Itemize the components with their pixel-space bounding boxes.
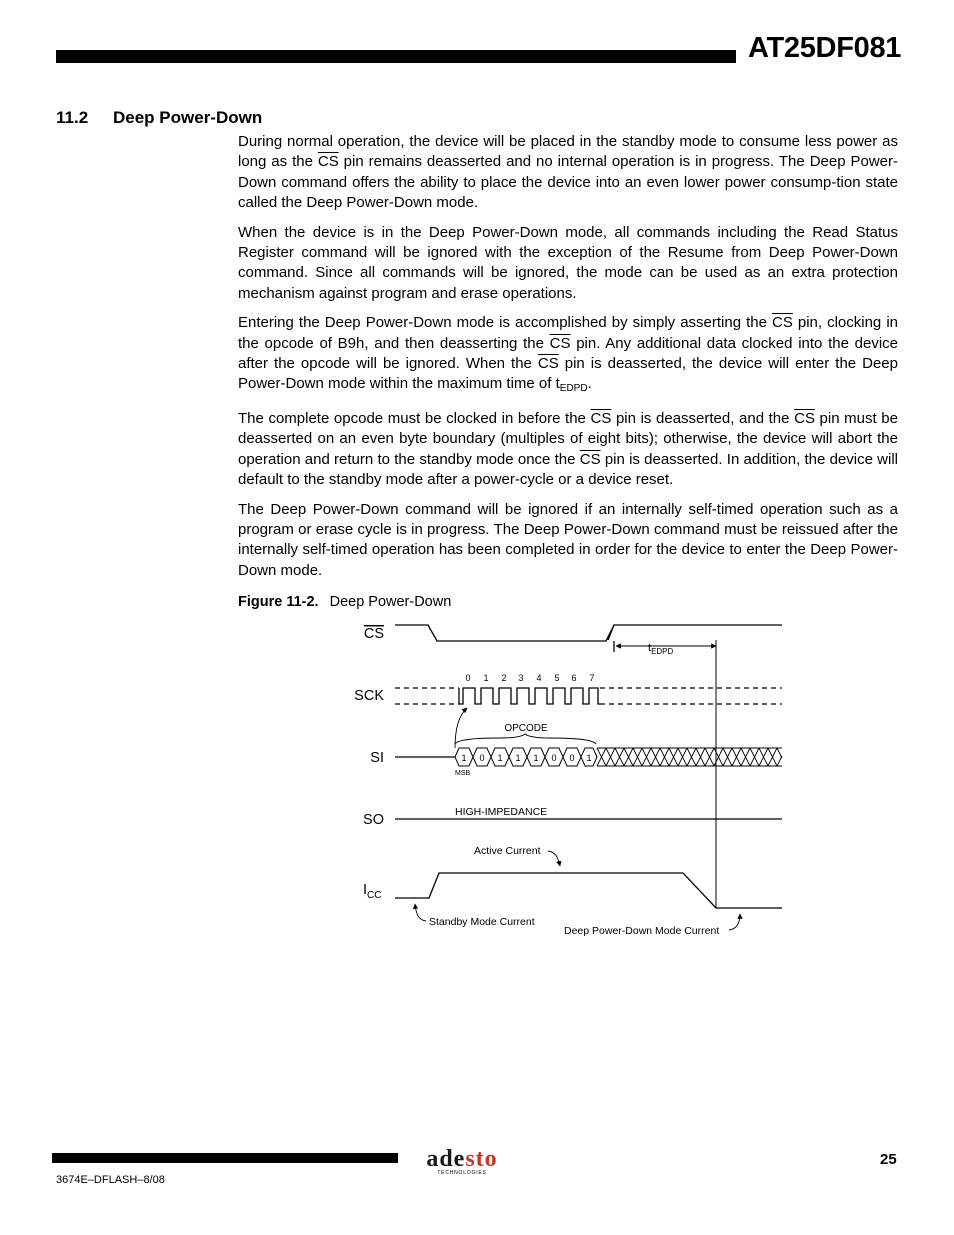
figure-title: Deep Power-Down — [329, 594, 452, 610]
cs-edge-marker — [608, 625, 614, 640]
opcode-bit: 0 — [569, 753, 575, 763]
active-current-label: Active Current — [474, 845, 541, 857]
clock-numbers — [465, 673, 594, 683]
signal-label-cs: CS — [363, 626, 384, 642]
opcode-label: OPCODE — [504, 723, 548, 734]
dpd-current-label: Deep Power-Down Mode Current — [564, 925, 720, 937]
opcode-bit: 0 — [479, 753, 485, 763]
opcode-bit: 1 — [515, 753, 521, 763]
paragraph-5: The Deep Power-Down command will be ignored if an internally self-timed operation such as a program or erase cycle is in progress. The Deep Power-Down command must be reissued after the internally self-timed operation has been completed in order for the device to enter the Deep Power-Down mode. — [238, 500, 898, 579]
paragraph-4: The complete opcode must be clocked in before the $\overline{CS}$ pin is deasserted, and the $\overline{CS}$ pin must be deasserted on an even byte boundary (multiples of eight bits); otherwise, the device will abort the operation and return to the standby mode once the $\overline{CS}$ pin is deasserted. In addition, the device will default to the standby mode after a power-cycle or a device reset. — [238, 410, 898, 488]
tedpd-label: $t_{EDPD}$ — [648, 642, 674, 656]
sck-clock-pulses — [459, 688, 600, 704]
document-id: 3674E–DFLASH–8/08 — [56, 1174, 165, 1186]
opcode-bit: 1 — [497, 753, 503, 763]
section-title: Deep Power-Down — [113, 108, 263, 127]
clock-number: 4 — [536, 673, 542, 683]
clock-number: 2 — [501, 673, 507, 683]
clock-number: 1 — [483, 673, 489, 683]
si-dont-care-region — [597, 748, 782, 766]
so-state-label: HIGH-IMPEDANCE — [455, 806, 548, 818]
document-title: AT25DF081 — [748, 32, 902, 64]
opcode-bit: 1 — [586, 753, 592, 763]
active-current-arrow — [548, 851, 560, 866]
footer-rule — [52, 1153, 398, 1163]
opcode-bit: 1 — [533, 753, 539, 763]
clock-number: 0 — [465, 673, 471, 683]
signal-label-sck: SCK — [354, 688, 384, 704]
section-number: 11.2 — [56, 108, 89, 127]
si-opcode-cells — [455, 748, 597, 766]
cs-waveform — [395, 625, 782, 641]
icc-waveform — [395, 873, 782, 908]
signal-label-so: SO — [363, 812, 384, 828]
standby-current-label: Standby Mode Current — [429, 916, 535, 928]
dpd-current-arrow — [729, 914, 740, 930]
paragraph-2: When the device is in the Deep Power-Down mode, all commands including the Read Status Register command will be ignored with the exception of the Resume from Deep Power-Down command. Since all commands will be ignored, the mode can be used as an extra protection mechanism against program and erase operations. — [238, 223, 898, 302]
msb-label: MSB — [455, 770, 471, 777]
signal-label-si: SI — [370, 750, 384, 766]
page-number: 25 — [880, 1151, 897, 1168]
standby-current-arrow — [415, 904, 426, 921]
cs-overline: $\overline{CS}$ — [317, 153, 339, 171]
figure-label: Figure 11-2. — [238, 594, 319, 610]
clock-number: 5 — [554, 673, 560, 683]
signal-label-icc: $I_{CC}$ — [363, 882, 382, 901]
clock-number: 6 — [571, 673, 577, 683]
opcode-brace — [455, 734, 596, 744]
paragraph-3: Entering the Deep Power-Down mode is accomplished by simply asserting the $\overline{CS}$ pin, clocking in the opcode of B9h, and then deasserting the $\overline{CS}$ pin. Any additional data clocked into the device after the opcode will be ignored. When the $\overline{CS}$ pin is deasserted, the device will enter the Deep Power-Down mode within the maximum time of $t_{EDPD}$. — [238, 314, 898, 395]
opcode-bit: 0 — [551, 753, 557, 763]
clock-number: 7 — [589, 673, 595, 683]
adesto-logo: adesto TECHNOLOGIES — [426, 1146, 498, 1176]
clock-number: 3 — [518, 673, 524, 683]
opcode-bit: 1 — [461, 753, 467, 763]
paragraph-1: During normal operation, the device will be placed in the standby mode to consume less power as long as the $\overline{CS}$ pin remains deasserted and no internal operation is in progress. The Deep Power-Down command offers the ability to place the device into an even lower power consump-tion state called the Deep Power-Down mode. — [238, 133, 899, 211]
